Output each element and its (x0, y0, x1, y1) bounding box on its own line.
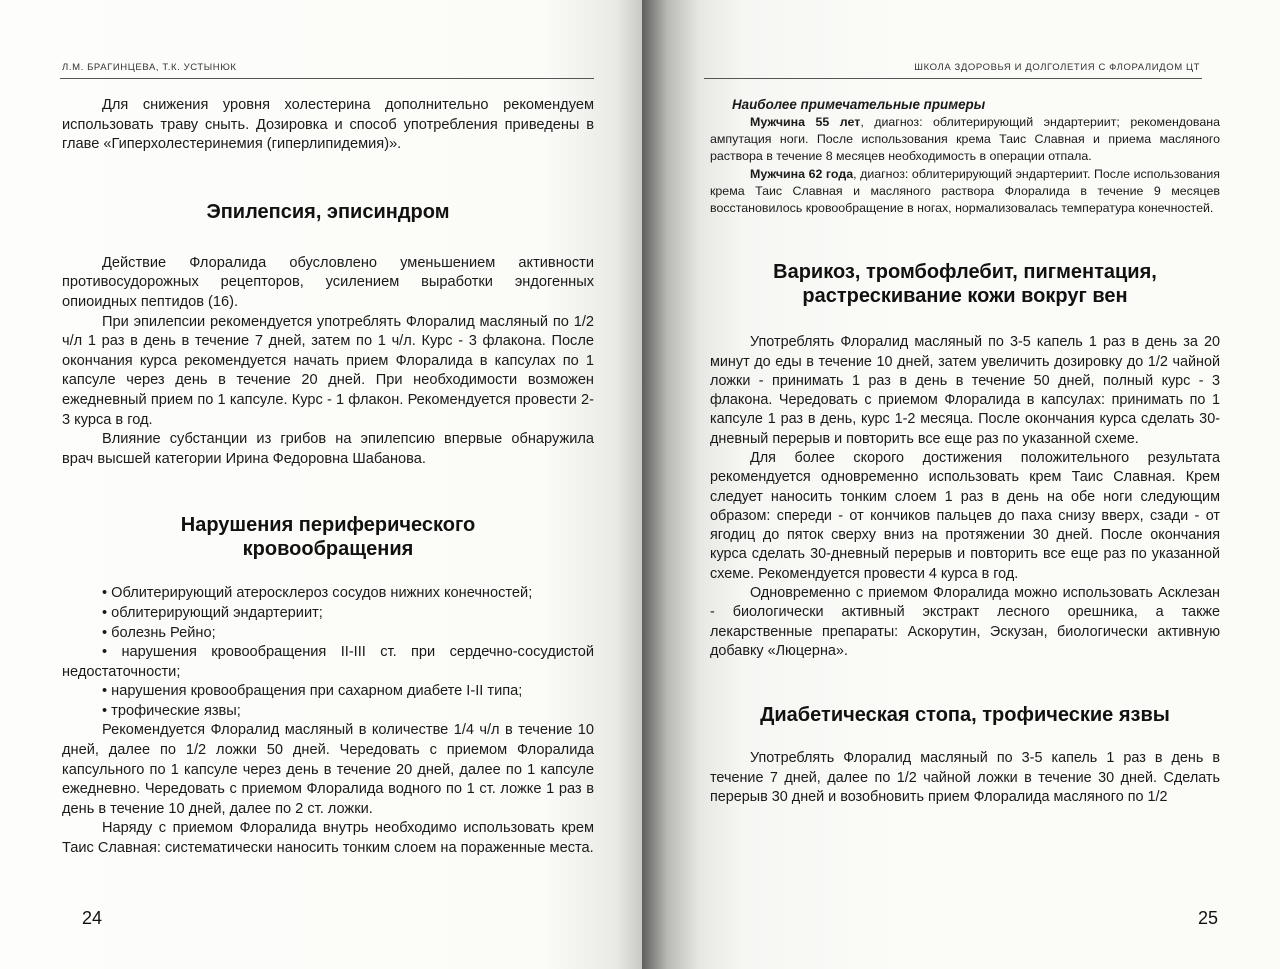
paragraph: Наряду с приемом Флоралида внутрь необходимо использовать крем Таис Славная: систематически наносить тонким слоем на пораженные места. (62, 820, 594, 857)
right-page (642, 0, 1280, 969)
running-head-left: Л.М. БРАГИНЦЕВА, Т.К. УСТЫНЮК (62, 62, 237, 73)
example-text: , диагноз: облитерирующий эндартериит; рекомендована ампутация ноги. После использования крема Таис Славная и приема масляного раствора в течение 8 месяцев необходимость в операции отпала. (710, 115, 1220, 164)
paragraph: Одновременно с приемом Флоралида можно использовать Асклезан - биологически активный экстракт лесного орешника, а также лекарственные препараты: Аскорутин, Эскузан, биологически активную добавку «Люцерна». (710, 585, 1220, 659)
list-item: • Облитерирующий атеросклероз сосудов нижних конечностей; (102, 585, 533, 602)
example-text: , диагноз: облитерирующий эндартериит. После использования крема Таис Славная и масляного раствора Флоралида в течение 9 месяцев восстановилось кровообращение в ногах, нормализовалась температура конечностей. (710, 166, 1221, 216)
left-page-content (62, 96, 594, 859)
bullet-list (62, 584, 594, 721)
list-item: • нарушения кровообращения при сахарном диабете I-II типа; (102, 683, 523, 700)
example-lead: Мужчина 55 лет (750, 115, 861, 129)
examples-title: Наиболее примечательные примеры (732, 97, 986, 112)
paragraph: Влияние субстанции из грибов на эпилепсию впервые обнаружила врач высшей категории Ирина Федоровна Шабанова. (62, 431, 594, 467)
examples-block (710, 96, 1220, 217)
title-line: Нарушения периферического (180, 514, 476, 537)
list-item: • болезнь Рейно; (102, 624, 216, 641)
paragraph: Рекомендуется Флоралид масляный в количестве 1/4 ч/л в течение 10 дней, далее по 1/2 ложки 50 дней. Чередовать с приемом Флоралида капсульного по 1 капсуле через день в течение 20 дней, далее по 1 капсуле ежедневно. Чередовать с приемом Флоралида водного по 1 ст. ложке 1 раз в день в течение 10 дней, далее по 2 ст. ложки. (62, 722, 594, 817)
header-rule-right (704, 78, 1202, 79)
intro-paragraph: Для снижения уровня холестерина дополнительно рекомендуем использовать траву сныть. Дозировка и способ употребления приведены в главе «Гиперхолестеринемия (гиперлипидемия)». (62, 97, 594, 153)
paragraph: Действие Флоралида обусловлено уменьшением активности противосудорожных рецепторов, усилением выработки эндогенных опиоидных пептидов (16). (62, 254, 594, 310)
header-rule-left (60, 78, 594, 79)
paragraph: Употреблять Флоралид масляный по 3-5 капель 1 раз в день за 20 минут до еды в течение 10 дней, затем увеличить дозировку до 1/2 чайной ложки - принимать 1 раз в день в течение 50 дней, полный курс - 3 флакона. Чередовать с приемом Флоралида в капсулах: принимать по 1 капсуле 1 раз в день, курс 1-2 месяца. После окончания курса сделать 30-дневный перерыв и повторить все еще раз по указанной схеме. (710, 334, 1220, 447)
section-title-diabetic-foot: Диабетическая стопа, трофические язвы (760, 704, 1170, 727)
section-title-epilepsy: Эпилепсия, эписиндром (206, 200, 450, 223)
example-lead: Мужчина 62 года (750, 166, 854, 181)
right-page-content (710, 96, 1220, 807)
list-item: • облитерирующий эндартериит; (102, 604, 323, 621)
section-title-circulation (62, 513, 594, 561)
list-item: • нарушения кровообращения II-III ст. при сердечно-сосудистой недостаточности; (62, 644, 594, 680)
page-number-right: 25 (1197, 908, 1218, 928)
paragraph: Употреблять Флоралид масляный по 3-5 капель 1 раз в день в течение 7 дней, далее по 1/2 чайной ложки в течение 30 дней. Сделать перерыв 30 дней и возобновить прием Флоралида масляного по 1/2 (710, 750, 1220, 805)
example-item (710, 166, 1220, 218)
section-title-varicose (710, 260, 1220, 308)
page-number-left: 24 (82, 908, 103, 928)
list-item: • трофические язвы; (102, 702, 241, 719)
running-head-right: ШКОЛА ЗДОРОВЬЯ И ДОЛГОЛЕТИЯ С ФЛОРАЛИДОМ ЦТ (914, 62, 1200, 73)
paragraph: Для более скорого достижения положительного результата рекомендуется одновременно использовать крем Таис Славная. Крем следует наносить тонким слоем 1 раз в день на обе ноги следующим образом: спереди - от кончиков пальцев до паха снизу вверх, сзади - от ягодиц до пяток сверху вниз на протяжении 30 дней. После окончания курса сделать 30-дневный перерыв и повторить все еще раз по указанной схеме. Рекомендуется провести 4 курса в год. (710, 450, 1220, 582)
example-item (710, 114, 1220, 166)
title-line: растрескивание кожи вокруг вен (802, 285, 1128, 308)
paragraph: При эпилепсии рекомендуется употреблять Флоралид масляный по 1/2 ч/л 1 раз в день в течение 7 дней, затем по 1 ч/л. Курс - 3 флакона. После окончания курса рекомендуется начать прием Флоралида в капсулах по 1 капсуле через день в течение 20 дней. При необходимости возможен ежедневный прием по 1 капсуле. Курс - 1 флакон. Рекомендуется провести 2-3 курса в год. (62, 313, 594, 428)
title-line: Варикоз, тромбофлебит, пигментация, (773, 261, 1157, 284)
title-line: кровообращения (242, 538, 414, 561)
